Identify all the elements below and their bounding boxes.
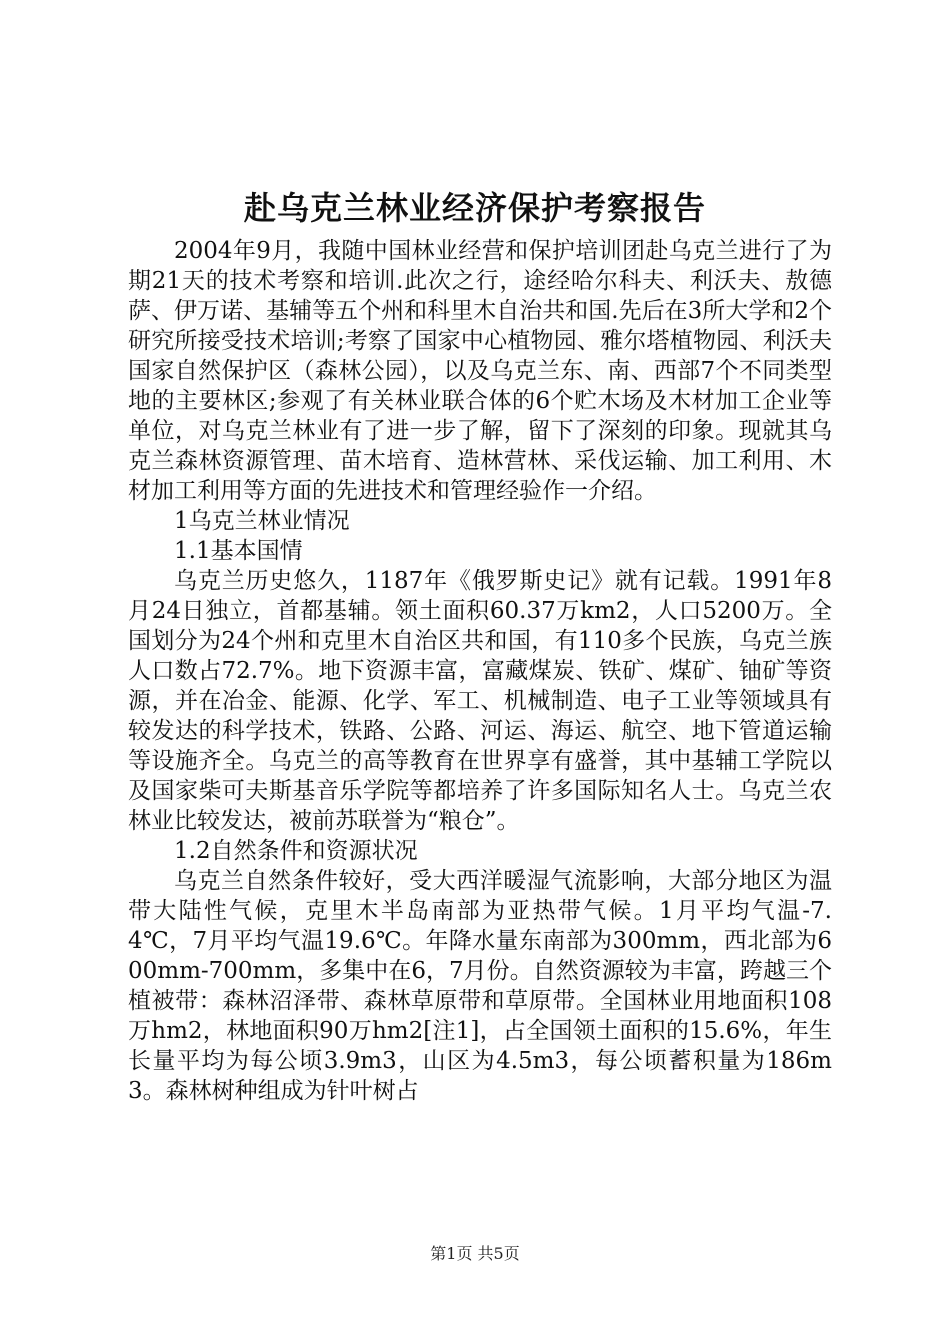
document-body: [128, 236, 832, 1106]
section-heading-1-1: 1.1基本国情: [174, 538, 303, 564]
section-heading-1: 1乌克兰林业情况: [174, 508, 350, 534]
natural-conditions-paragraph: 乌克兰自然条件较好，受大西洋暖湿气流影响，大部分地区为温带大陆性气候，克里木半岛南部为亚热带气候。1月平均气温-7.4℃，7月平均气温19.6℃。年降水量东南部为300mm，西北部为600mm-700mm，多集中在6，7月份。自然资源较为丰富，跨越三个植被带：森林沼泽带、森林草原带和草原带。全国林业用地面积108万hm2，林地面积90万hm2[注1]，占全国领土面积的15.6%，年生长量平均为每公顷3.9m3，山区为4.5m3，每公顷蓄积量为186m3。森林树种组成为针叶树占: [128, 868, 832, 1104]
page-number-footer: 第1页 共5页: [430, 1244, 520, 1263]
basic-conditions-paragraph: 乌克兰历史悠久，1187年《俄罗斯史记》就有记载。1991年8月24日独立，首都基辅。领土面积60.37万km2，人口5200万。全国划分为24个州和克里木自治区共和国，有110多个民族，乌克兰族人口数占72.7%。地下资源丰富，富藏煤炭、铁矿、煤矿、铀矿等资源，并在冶金、能源、化学、军工、机械制造、电子工业等领域具有较发达的科学技术，铁路、公路、河运、海运、航空、地下管道运输等设施齐全。乌克兰的高等教育在世界享有盛誉，其中基辅工学院以及国家柴可夫斯基音乐学院等都培养了许多国际知名人士。乌克兰农林业比较发达，被前苏联誉为“粮仓”。: [128, 568, 832, 834]
intro-paragraph: 2004年9月，我随中国林业经营和保护培训团赴乌克兰进行了为期21天的技术考察和培训.此次之行，途经哈尔科夫、利沃夫、敖德萨、伊万诺、基辅等五个州和科里木自治共和国.先后在3所大学和2个研究所接受技术培训;考察了国家中心植物园、雅尔塔植物园、利沃夫国家自然保护区（森林公园），以及乌克兰东、南、西部7个不同类型地的主要林区;参观了有关林业联合体的6个贮木场及木材加工企业等单位，对乌克兰林业有了进一步了解，留下了深刻的印象。现就其乌克兰森林资源管理、苗木培育、造林营林、采伐运输、加工利用、木材加工利用等方面的先进技术和管理经验作一介绍。: [128, 238, 832, 504]
document-title: 赴乌克兰林业经济保护考察报告: [243, 189, 706, 227]
section-heading-1-2: 1.2自然条件和资源状况: [174, 838, 418, 864]
